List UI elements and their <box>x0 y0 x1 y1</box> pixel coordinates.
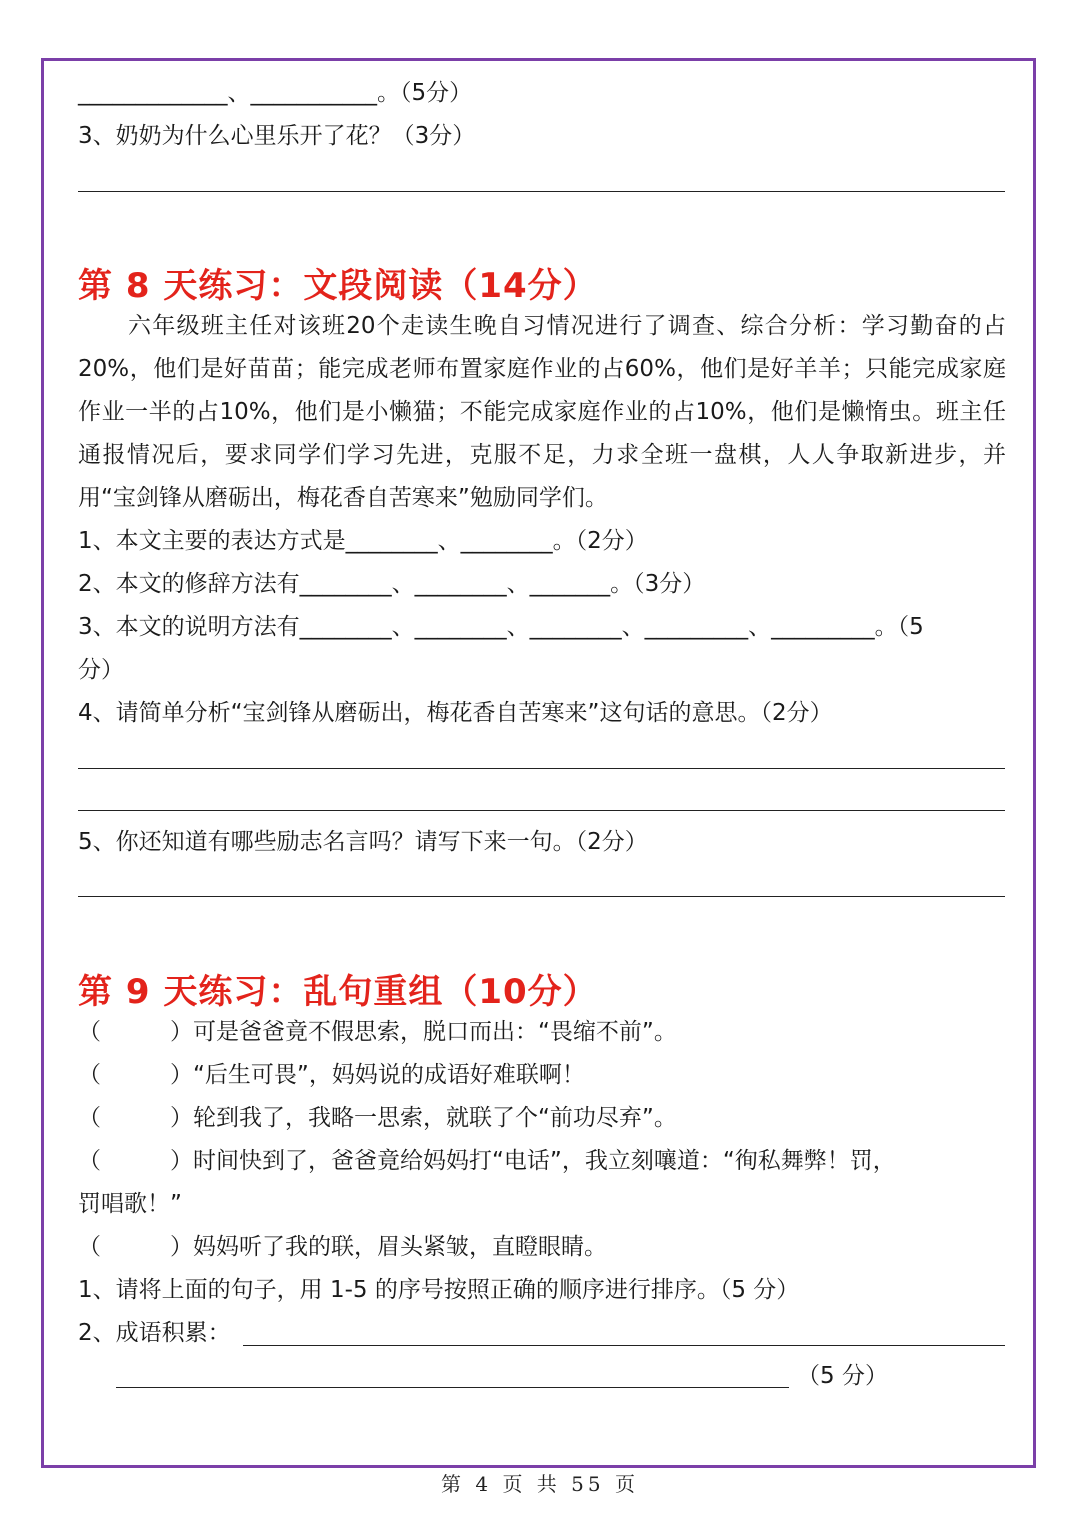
day8-question-3: 3、本文的说明方法有________、________、________、_________、_________。（5 <box>78 614 924 640</box>
day8-question-5: 5、你还知道有哪些励志名言吗？请写下来一句。（2分） <box>78 829 648 855</box>
day9-sentence-4: （ ）时间快到了，爸爸竟给妈妈打“电话”，我立刻嚷道：“徇私舞弊！罚， <box>78 1148 896 1174</box>
day8-heading: 第 8 天练习：文段阅读（14分） <box>78 266 598 306</box>
answer-line <box>243 1345 1005 1346</box>
day9-question-2: 2、成语积累： <box>78 1320 231 1346</box>
day9-sentence-4-cont: 罚唱歌！” <box>78 1191 182 1217</box>
prev-question-3: 3、奶奶为什么心里乐开了花？（3分） <box>78 123 476 149</box>
answer-line <box>78 810 1005 811</box>
day8-passage: 六年级班主任对该班20个走读生晚自习情况进行了调查、综合分析：学习勤奋的占20%，他们是好苗苗；能完成老师布置家庭作业的占60%，他们是好羊羊；只能完成家庭作业一半的占10%，他们是小懒猫；不能完成家庭作业的占10%，他们是懒惰虫。班主任通报情况后，要求同学们学习先进，克服不足，力求全班一盘棋，人人争取新进步，并用“宝剑锋从磨砺出，梅花香自苦寒来”勉励同学们。 <box>78 313 1006 511</box>
day9-question-2-score: （5 分） <box>797 1363 888 1389</box>
answer-line <box>78 896 1005 897</box>
day8-question-4: 4、请简单分析“宝剑锋从磨砺出，梅花香自苦寒来”这句话的意思。（2分） <box>78 700 833 726</box>
day8-question-1: 1、本文主要的表达方式是________、________。（2分） <box>78 528 648 554</box>
answer-line <box>78 768 1005 769</box>
day9-heading: 第 9 天练习：乱句重组（10分） <box>78 972 598 1012</box>
page-number: 第 4 页 共 55 页 <box>441 1472 639 1496</box>
day9-sentence-1: （ ）可是爸爸竟不假思索，脱口而出：“畏缩不前”。 <box>78 1019 677 1045</box>
day9-sentence-5: （ ）妈妈听了我的联，眉头紧皱，直瞪眼睛。 <box>78 1234 607 1260</box>
day9-question-1: 1、请将上面的句子，用 1-5 的序号按照正确的顺序进行排序。（5 分） <box>78 1277 800 1303</box>
day8-question-2: 2、本文的修辞方法有________、________、_______。（3分） <box>78 571 706 597</box>
day8-question-3-cont: 分） <box>78 657 124 683</box>
day9-sentence-3: （ ）轮到我了，我略一思索，就联了个“前功尽弃”。 <box>78 1105 677 1131</box>
answer-line <box>116 1387 789 1388</box>
prev-blank-line: _____________、___________。（5分） <box>78 80 473 106</box>
day9-sentence-2: （ ）“后生可畏”，妈妈说的成语好难联啊！ <box>78 1062 585 1088</box>
answer-line <box>78 191 1005 192</box>
